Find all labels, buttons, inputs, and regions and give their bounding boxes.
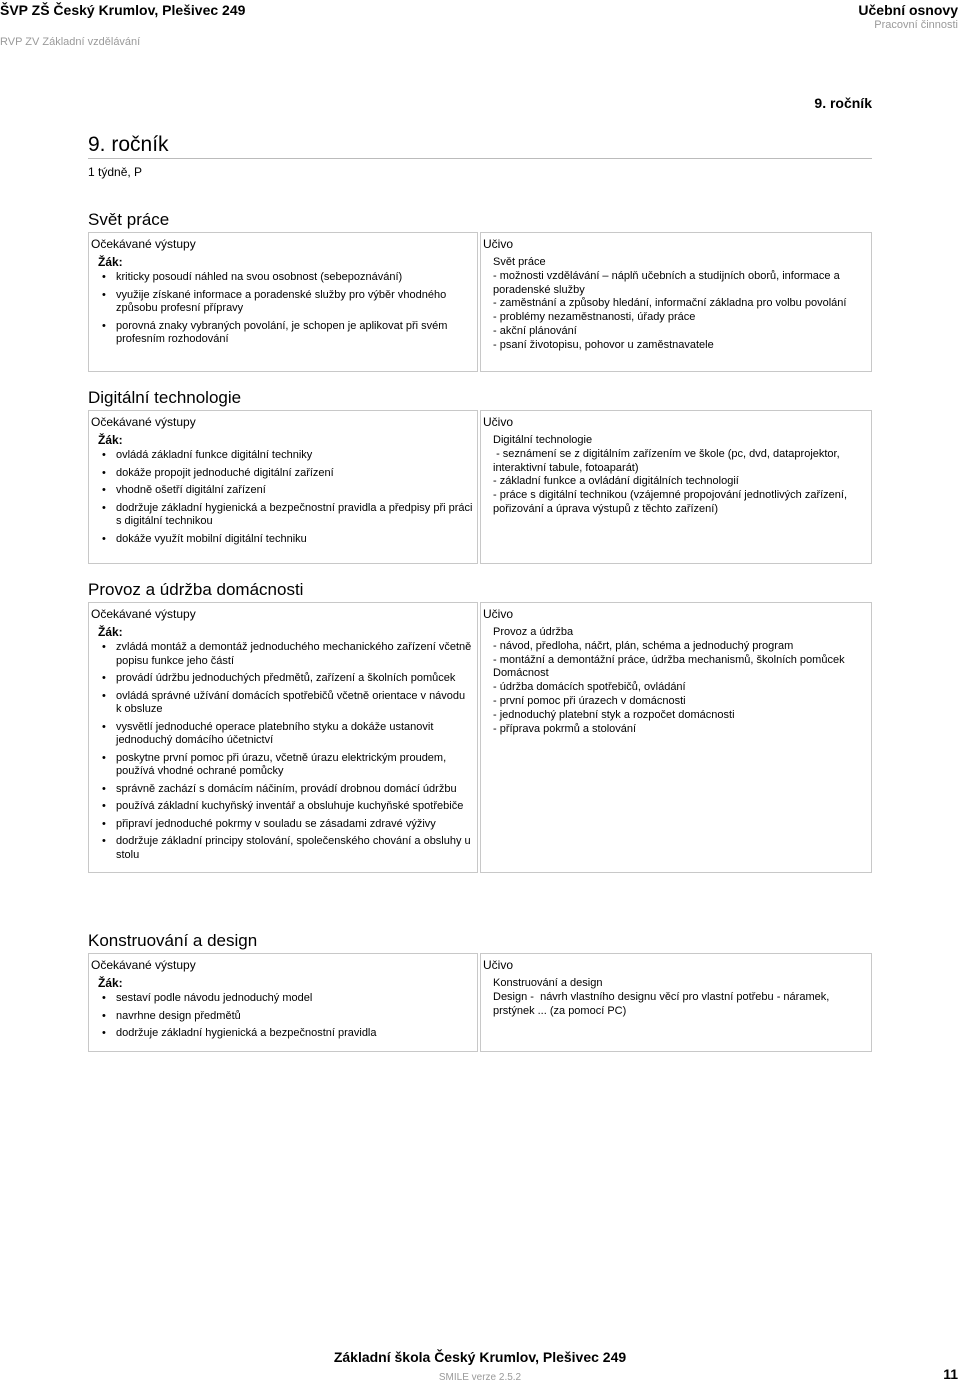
header-doc-type: Učební osnovy	[858, 2, 958, 18]
curriculum-line: Provoz a údržba	[493, 626, 574, 638]
curriculum-header: Učivo	[483, 237, 514, 251]
curriculum-text	[481, 623, 871, 742]
curriculum-line: - práce s digitální technikou (vzájemné propojování jednotlivých zařízení, pořizování a úprava výstupů z těchto zařízení)	[493, 489, 851, 515]
outcome-item: • zvládá montáž a demontáž jednoduchého mechanického zařízení včetně popisu funkce jeho částí	[116, 641, 473, 668]
outcome-item: • dodržuje základní hygienická a bezpečnostní pravidla a předpisy při práci s digitální technikou	[116, 502, 473, 529]
grade-heading-block	[88, 134, 872, 179]
curriculum-column	[480, 232, 872, 372]
header-program: RVP ZV Základní vzdělávání	[0, 36, 141, 48]
outcome-item: • vysvětlí jednoduché operace platebního styku a dokáže ustanovit jednoduchý domácího účetnictví	[116, 721, 473, 748]
grade-corner-label: 9. ročník	[814, 95, 872, 111]
curriculum-line: - návod, předloha, náčrt, plán, schéma a jednoduchý program	[493, 639, 794, 652]
curriculum-line: - základní funkce a ovládání digitálních technologií	[493, 475, 739, 488]
footer-version: SMILE verze 2.5.2	[438, 1372, 522, 1383]
outcomes-list	[89, 449, 477, 556]
outcome-item: • správně zachází s domácím náčiním, provádí drobnou domácí údržbu	[116, 783, 473, 797]
section-title: Digitální technologie	[88, 388, 242, 407]
curriculum-column	[480, 953, 872, 1052]
outcome-item: • porovná znaky vybraných povolání, je schopen je aplikovat při svém profesním rozhodování	[116, 320, 473, 347]
outcome-item: • poskytne první pomoc při úrazu, včetně úrazu elektrickým proudem, používá vhodné ochrané pomůcky	[116, 752, 473, 779]
section-table	[88, 232, 872, 372]
outcome-item: • provádí údržbu jednoduchých předmětů, zařízení a školních pomůcek	[116, 672, 473, 686]
section	[88, 388, 872, 564]
pupil-label: Žák:	[98, 255, 123, 269]
curriculum-line: - jednoduchý platební styk a rozpočet domácnosti	[493, 708, 735, 721]
outcome-item: • dodržuje základní principy stolování, společenského chování a obsluhy u stolu	[116, 835, 473, 862]
curriculum-line: - první pomoc při úrazech v domácnosti	[493, 694, 686, 707]
pupil-label: Žák:	[98, 625, 123, 639]
curriculum-line: - příprava pokrmů a stolování	[493, 722, 637, 735]
curriculum-column	[480, 602, 872, 873]
outcomes-header: Očekávané výstupy	[91, 607, 196, 621]
curriculum-header: Učivo	[483, 415, 514, 429]
section	[88, 580, 872, 873]
footer-school-name: Základní škola Český Krumlov, Plešivec 249	[333, 1349, 627, 1365]
curriculum-text	[481, 253, 871, 359]
outcomes-column	[88, 953, 478, 1052]
grade-hours: 1 týdně, P	[88, 165, 143, 179]
outcomes-column	[88, 410, 478, 564]
outcomes-header: Očekávané výstupy	[91, 958, 196, 972]
section	[88, 210, 872, 372]
curriculum-line: Konstruování a design	[493, 977, 603, 989]
curriculum-line: - akční plánování	[493, 324, 577, 337]
curriculum-header: Učivo	[483, 958, 514, 972]
page-number: 11	[943, 1366, 958, 1382]
section-table	[88, 410, 872, 564]
outcomes-column	[88, 232, 478, 372]
header-school-name: ŠVP ZŠ Český Krumlov, Plešivec 249	[0, 2, 246, 18]
outcomes-list	[89, 641, 477, 872]
curriculum-header: Učivo	[483, 607, 514, 621]
curriculum-line: - psaní životopisu, pohovor u zaměstnavatele	[493, 338, 714, 351]
curriculum-text	[481, 431, 871, 523]
outcome-item: • vhodně ošetří digitální zařízení	[116, 484, 473, 498]
outcomes-list	[89, 992, 477, 1051]
curriculum-column	[480, 410, 872, 564]
outcome-item: • navrhne design předmětů	[116, 1010, 473, 1024]
curriculum-line: - problémy nezaměstnanosti, úřady práce	[493, 311, 696, 324]
outcome-item: • využije získané informace a poradenské služby pro výběr vhodného způsobu profesní přípravy	[116, 289, 473, 316]
curriculum-line: Digitální technologie	[493, 434, 593, 446]
outcomes-header: Očekávané výstupy	[91, 237, 196, 251]
curriculum-line: - montážní a demontážní práce, údržba mechanismů, školních pomůcek	[493, 653, 845, 666]
curriculum-line: - zaměstnání a způsoby hledání, informační základna pro volbu povolání	[493, 297, 847, 310]
grade-title: 9. ročník	[88, 134, 872, 159]
outcome-item: • ovládá správné užívání domácích spotřebičů včetně orientace v návodu k obsluze	[116, 690, 473, 717]
section-table	[88, 953, 872, 1052]
pupil-label: Žák:	[98, 976, 123, 990]
curriculum-line: Svět práce	[493, 256, 546, 268]
outcome-item: • připraví jednoduché pokrmy v souladu se zásadami zdravé výživy	[116, 818, 473, 832]
outcome-item: • dokáže propojit jednoduché digitální zařízení	[116, 467, 473, 481]
section-title: Konstruování a design	[88, 931, 258, 950]
outcomes-column	[88, 602, 478, 873]
outcome-item: • dodržuje základní hygienická a bezpečnostní pravidla	[116, 1027, 473, 1041]
outcome-item: • používá základní kuchyňský inventář a obsluhuje kuchyňské spotřebiče	[116, 800, 473, 814]
header-subject: Pracovní činnosti	[874, 19, 958, 31]
section-table	[88, 602, 872, 873]
outcome-item: • dokáže využít mobilní digitální techniku	[116, 533, 473, 547]
curriculum-line: - seznámení se z digitálním zařízením ve škole (pc, dvd, dataprojektor, interaktivní tabule, fotoaparát)	[493, 447, 843, 474]
outcome-item: • kriticky posoudí náhled na svou osobnost (sebepoznávání)	[116, 271, 473, 285]
section	[88, 931, 872, 1052]
outcomes-list	[89, 271, 477, 357]
section-title: Svět práce	[88, 210, 170, 229]
curriculum-line: Domácnost	[493, 667, 549, 680]
curriculum-line: - možnosti vzdělávání – náplň učebních a studijních oborů, informace a poradenské služby	[493, 269, 843, 296]
outcome-item: • ovládá základní funkce digitální techniky	[116, 449, 473, 463]
outcome-item: • sestaví podle návodu jednoduchý model	[116, 992, 473, 1006]
curriculum-line: - údržba domácích spotřebičů, ovládání	[493, 681, 686, 694]
pupil-label: Žák:	[98, 433, 123, 447]
curriculum-text	[481, 974, 871, 1024]
curriculum-line: Design - návrh vlastního designu věcí pro vlastní potřebu - náramek, prstýnek ... (za pomocí PC)	[493, 990, 833, 1017]
section-title: Provoz a údržba domácnosti	[88, 580, 304, 599]
outcomes-header: Očekávané výstupy	[91, 415, 196, 429]
